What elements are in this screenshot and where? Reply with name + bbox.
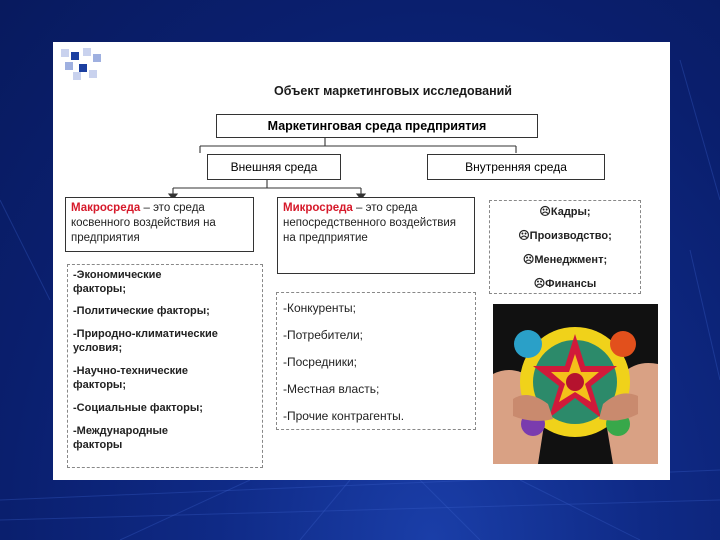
internal-factors-list xyxy=(489,200,641,294)
micro-term: Микросреда xyxy=(283,202,353,214)
diagram-title: Объект маркетинговых исследований xyxy=(273,84,512,98)
list-item: -Природно-климатические условия; xyxy=(73,328,218,354)
internal-env-label: Внутренняя среда xyxy=(465,160,567,174)
list-item: -Научно-технические факторы; xyxy=(73,365,189,391)
list-item: -Социальные факторы; xyxy=(73,402,203,414)
list-item: ☹Кадры; xyxy=(539,206,591,218)
micro-factors-list xyxy=(276,292,476,430)
list-item: -Местная власть; xyxy=(283,382,380,396)
list-item: ☹Менеджмент; xyxy=(522,254,608,266)
list-item: -Международные факторы xyxy=(73,425,169,451)
slide xyxy=(53,42,670,480)
list-item: ☹Финансы xyxy=(533,278,597,290)
external-env-box xyxy=(207,154,341,180)
list-item: -Посредники; xyxy=(283,355,357,369)
list-item: -Конкуренты; xyxy=(283,301,356,315)
macro-term: Макросреда xyxy=(71,202,141,214)
macro-factors-list xyxy=(67,264,263,468)
root-box xyxy=(216,114,538,138)
external-env-label: Внешняя среда xyxy=(230,160,318,174)
list-item: ☹Производство; xyxy=(518,230,612,242)
root-label: Маркетинговая среда предприятия xyxy=(267,119,487,133)
list-item: -Экономические факторы; xyxy=(73,269,162,295)
list-item: -Потребители; xyxy=(283,328,363,342)
internal-env-box xyxy=(427,154,605,180)
list-item: -Политические факторы; xyxy=(73,305,210,317)
puzzle-hands-image xyxy=(493,304,658,464)
micro-env-box xyxy=(277,197,475,274)
list-item: -Прочие контрагенты. xyxy=(283,409,405,423)
macro-definition: – это среда косвенного воздействия на предприятия xyxy=(71,202,216,244)
macro-env-box xyxy=(65,197,254,252)
micro-definition: – это среда непосредственного воздействия на предприятие xyxy=(283,202,456,244)
